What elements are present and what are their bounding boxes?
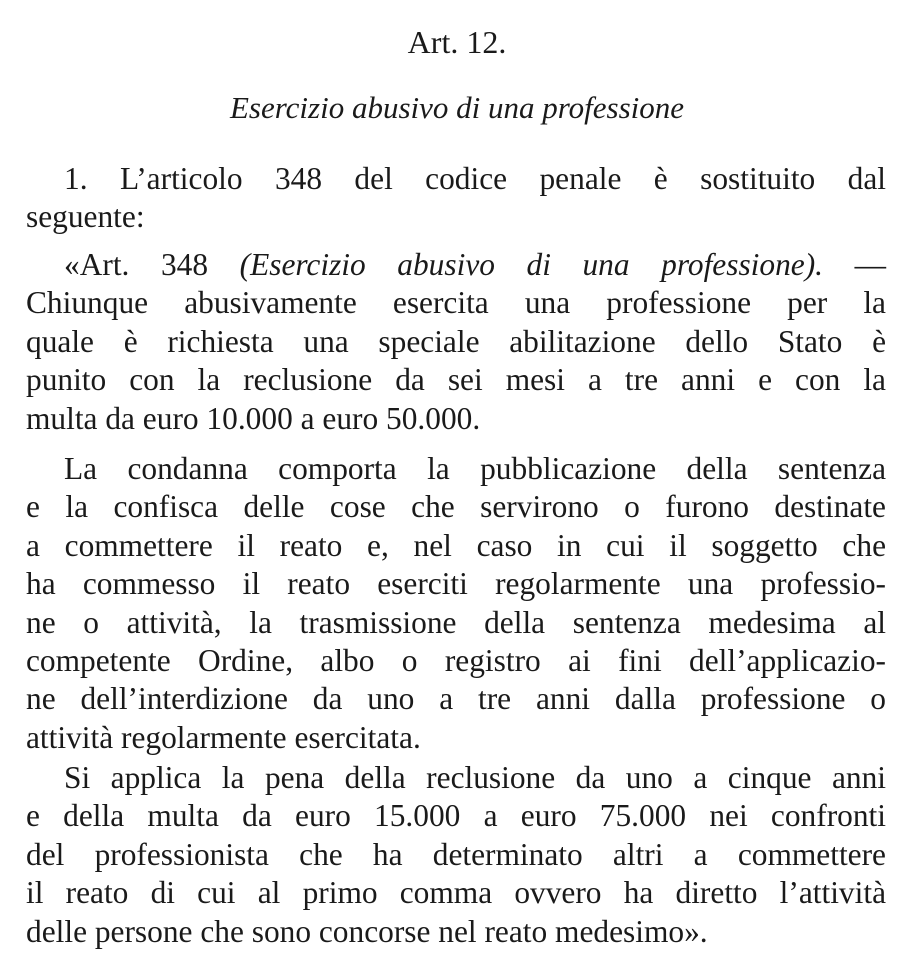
paragraph-line: quale è richiesta una speciale abilitazione dello Stato è: [26, 323, 886, 359]
paragraph-line: Chiunque abusivamente esercita una professione per la: [26, 285, 886, 321]
paragraph-line: ne dell’interdizione da uno a tre anni dalla professione o: [26, 681, 886, 717]
quote-article-ref: «Art. 348: [64, 247, 240, 282]
article-title: Art. 12.: [407, 24, 507, 60]
paragraph-4: [26, 759, 886, 951]
paragraph-line: del professionista che ha determinato altri a commettere: [26, 836, 886, 872]
paragraph-line: ha commesso il reato eserciti regolarmente una professio-: [26, 566, 886, 602]
paragraph-line: e la confisca delle cose che servirono o furono destinate: [26, 489, 886, 525]
paragraph-line: La condanna comporta la pubblicazione della sentenza: [64, 451, 886, 486]
paragraph-lead-line: [26, 246, 886, 284]
paragraph-line: multa da euro 10.000 a euro 50.000.: [26, 400, 481, 436]
paragraph-3: [26, 450, 886, 757]
paragraph-line: a commettere il reato e, nel caso in cui il soggetto che: [26, 527, 886, 563]
paragraph-line: e della multa da euro 15.000 a euro 75.000 nei confronti: [26, 798, 886, 834]
paragraph-line: ne o attività, la trasmissione della sentenza medesima al: [26, 604, 886, 640]
article-subtitle: Esercizio abusivo di una professione: [229, 90, 685, 125]
paragraph-line: 1. L’articolo 348 del codice penale è sostituito dal: [64, 161, 886, 196]
paragraph-line: seguente:: [26, 199, 145, 235]
paragraph-line: attività regolarmente esercitata.: [26, 719, 421, 755]
paragraph-2: [26, 246, 886, 438]
paragraph-line: Si applica la pena della reclusione da uno a cinque anni: [64, 760, 886, 795]
quote-dash: —: [823, 247, 886, 282]
paragraph-line: delle persone che sono concorse nel reato medesimo».: [26, 913, 708, 949]
paragraph-line: competente Ordine, albo o registro ai fini dell’applicazio-: [26, 643, 886, 679]
paragraph-line: punito con la reclusione da sei mesi a tre anni e con la: [26, 362, 886, 398]
quote-article-heading: (Esercizio abusivo di una professione).: [239, 247, 824, 282]
paragraph-1: [26, 160, 886, 237]
paragraph-line: il reato di cui al primo comma ovvero ha diretto l’attività: [26, 875, 886, 911]
